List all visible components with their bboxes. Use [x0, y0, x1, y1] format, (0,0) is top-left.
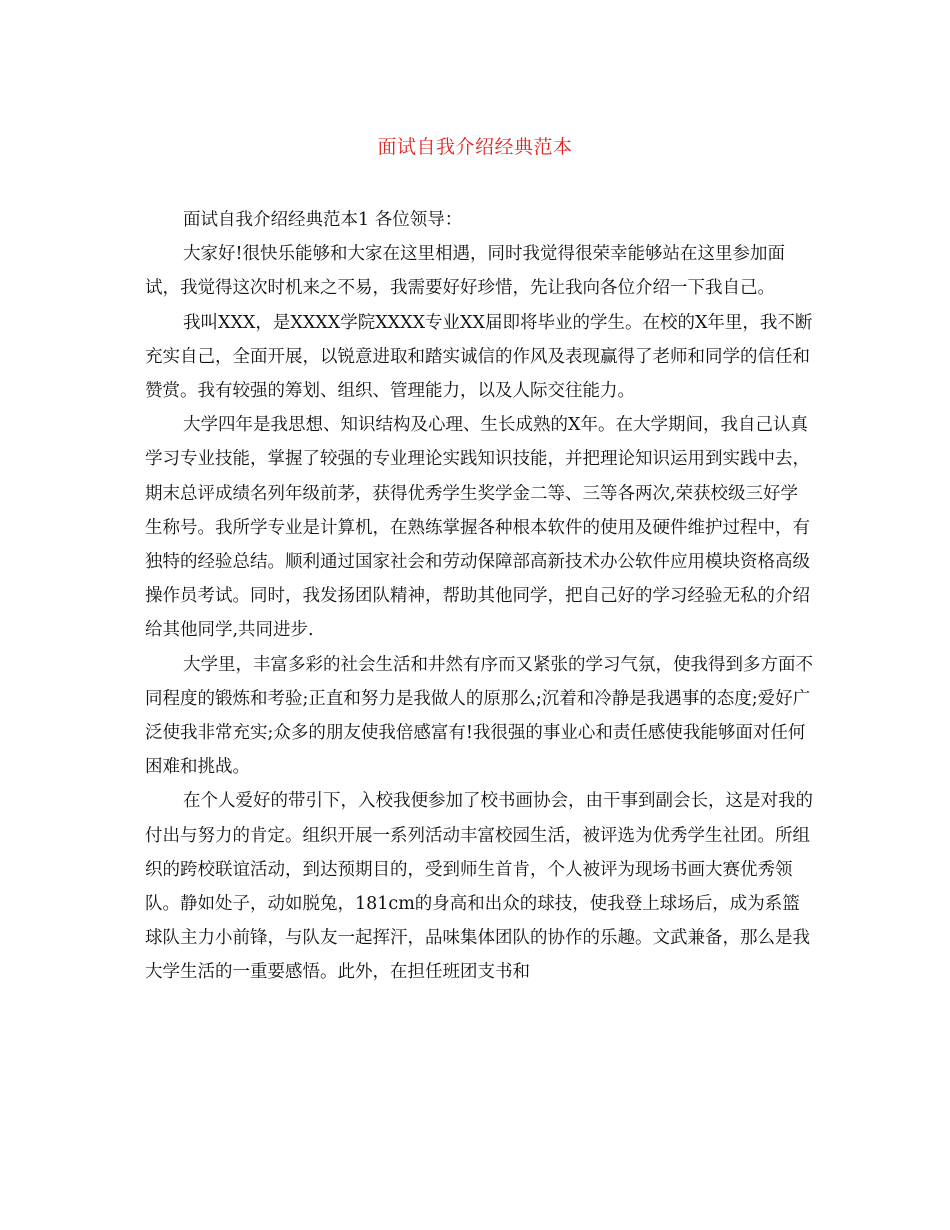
paragraph: 大学里，丰富多彩的社会生活和井然有序而又紧张的学习气氛，使我得到多方面不同程度的锻炼和考验;正直和努力是我做人的原那么;沉着和冷静是我遇事的态度;爱好广泛使我非常充实;众多的朋友使我倍感富有!我很强的事业心和责任感使我能够面对任何困难和挑战。	[145, 654, 813, 778]
paragraph: 在个人爱好的带引下，入校我便参加了校书画协会，由干事到副会长，这是对我的付出与努力的肯定。组织开展一系列活动丰富校园生活，被评选为优秀学生社团。所组织的跨校联谊活动，到达预期目的，受到师生首肯，个人被评为现场书画大赛优秀领队。静如处子，动如脱兔，181cm的身高和出众的球技，使我登上球场后，成为系篮球队主力小前锋，与队友一起挥汗，品味集体团队的协作的乐趣。文武兼备，那么是我大学生活的一重要感悟。此外，在担任班团支书和	[145, 791, 813, 983]
paragraph: 大学四年是我思想、知识结构及心理、生长成熟的X年。在大学期间，我自己认真学习专业技能，掌握了较强的专业理论实践知识技能，并把理论知识运用到实践中去，期末总评成绩名列年级前茅，获得优秀学生奖学金二等、三等各两次,荣获校级三好学生称号。我所学专业是计算机，在熟练掌握各种根本软件的使用及硬件维护过程中，有独特的经验总结。顺利通过国家社会和劳动保障部高新技术办公软件应用模块资格高级操作员考试。同时，我发扬团队精神，帮助其他同学，把自己好的学习经验无私的介绍给其他同学,共同进步.	[145, 415, 810, 641]
paragraph: 大家好!很快乐能够和大家在这里相遇，同时我觉得很荣幸能够站在这里参加面试，我觉得这次时机来之不易，我需要好好珍惜，先让我向各位介绍一下我自己。	[145, 244, 786, 299]
document-title: 面试自我介绍经典范本	[377, 136, 573, 158]
document-body	[145, 203, 813, 990]
paragraph: 我叫XXX，是XXXX学院XXXX专业XX届即将毕业的学生。在校的X年里，我不断充实自己，全面开展，以锐意进取和踏实诚信的作风及表现赢得了老师和同学的信任和赞赏。我有较强的筹划、组织、管理能力，以及人际交往能力。	[145, 312, 813, 402]
paragraph-greeting: 面试自我介绍经典范本1 各位领导：	[183, 210, 463, 230]
